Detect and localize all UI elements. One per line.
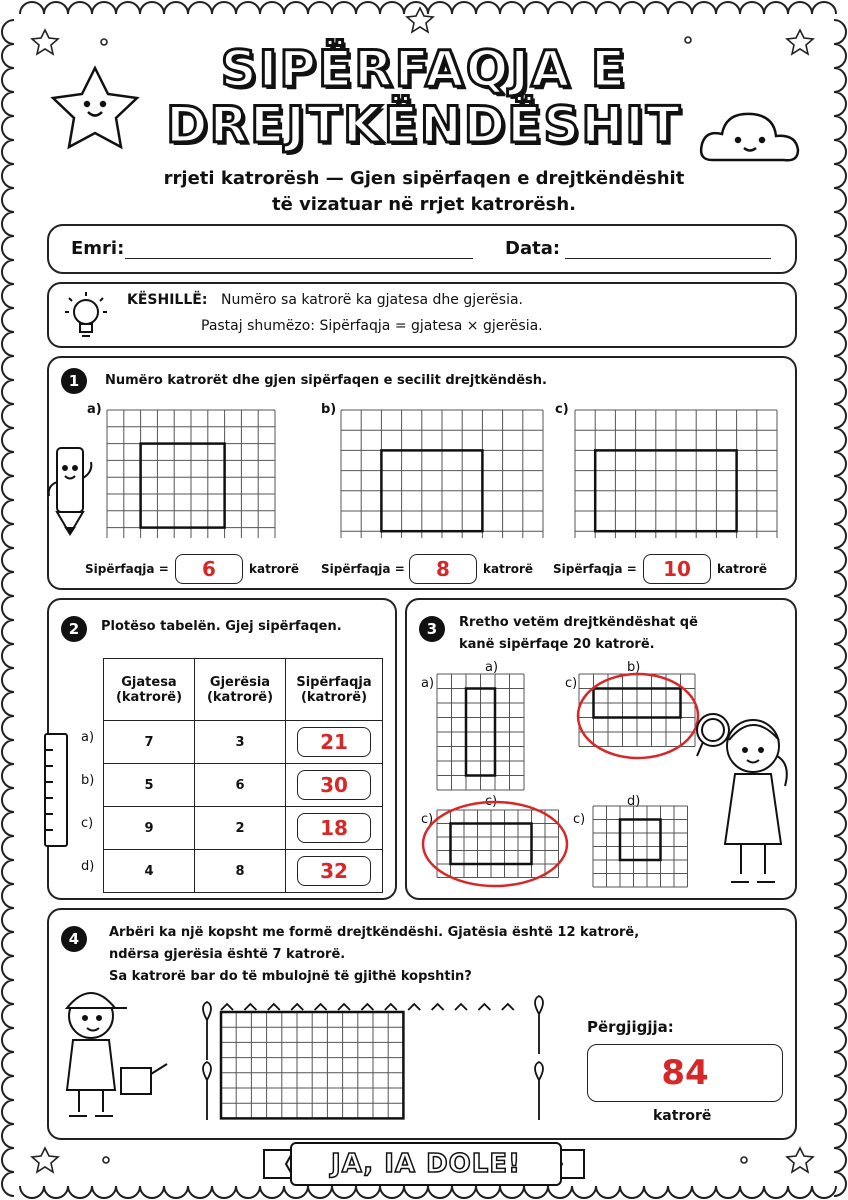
question-line3: Sa katrorë bar do të mbulojnë të gjithë kopshtin?: [109, 969, 472, 984]
date-label: Data:: [505, 238, 561, 259]
q1-grids: [49, 398, 795, 538]
table-row: [104, 721, 383, 764]
width-cell: 8: [195, 850, 286, 893]
question-1-box: [47, 356, 797, 590]
table-row: [104, 850, 383, 893]
table-header: Sipërfaqja (katrorë): [286, 659, 383, 721]
area-table: [103, 658, 383, 893]
question-prompt-line1: Rretho vetëm drejtkëndëshat që: [459, 615, 698, 630]
shape-letter: a): [421, 676, 435, 691]
row-letter: a): [81, 730, 95, 745]
star-icon: [787, 1148, 813, 1172]
question-line2: ndërsa gjerësia është 7 katrorë.: [109, 947, 346, 962]
table-header: Gjerësia (katrorë): [195, 659, 286, 721]
area-label: Sipërfaqja =: [553, 562, 637, 576]
footer-banner: JA, IA DOLE!: [290, 1142, 562, 1186]
item-letter: a): [87, 402, 102, 417]
answer-box[interactable]: 10: [643, 554, 711, 584]
shape-letter: d): [627, 794, 641, 809]
answer-box[interactable]: 8: [409, 554, 477, 584]
date-field[interactable]: [565, 258, 771, 259]
grid-b: [341, 410, 543, 538]
grid-q3-d: [593, 806, 688, 887]
row-letter: b): [81, 773, 95, 788]
unit-label: katrorë: [717, 562, 768, 576]
area-label: Sipërfaqja =: [321, 562, 405, 576]
subtitle-line1: rrjeti katrorësh — Gjen sipërfaqen e drejtkëndëshit: [163, 168, 685, 189]
length-cell: 9: [104, 807, 195, 850]
subtitle-line2: të vizatuar në rrjet katrorësh.: [271, 194, 577, 215]
area-cell: [286, 807, 383, 850]
ruler-mascot-icon: [39, 730, 75, 850]
tip-line1: Numëro sa katrorë ka gjatesa dhe gjerësia.: [221, 292, 523, 308]
name-field[interactable]: [125, 258, 473, 259]
area-label: Sipërfaqja =: [85, 562, 169, 576]
page-title-line1: SIPËRFAQJA E: [220, 40, 628, 98]
grid-c: [575, 410, 777, 538]
question-line1: Arbëri ka një kopsht me formë drejtkëndëshi. Gjatësia është 12 katrorë,: [109, 925, 640, 940]
answer-box[interactable]: 18: [297, 813, 371, 843]
table-header: Gjatesa (katrorë): [104, 659, 195, 721]
answer-box[interactable]: 32: [297, 856, 371, 886]
answer-box[interactable]: 21: [297, 727, 371, 757]
answer-box[interactable]: 30: [297, 770, 371, 800]
star-icon: [407, 8, 433, 32]
tip-box: [47, 282, 797, 348]
boy-watering-can-icon: [55, 978, 171, 1128]
question-prompt: Numëro katrorët dhe gjen sipërfaqen e secilit drejtkëndësh.: [105, 373, 547, 388]
area-cell: [286, 764, 383, 807]
unit-label: katrorë: [483, 562, 534, 576]
pencil-mascot-icon: [41, 438, 103, 538]
question-prompt-line2: kanë sipërfaqe 20 katrorë.: [459, 637, 655, 652]
row-letter: c): [81, 816, 94, 831]
rectangle-shape: [141, 444, 225, 528]
length-cell: 5: [104, 764, 195, 807]
question-number: 3: [419, 616, 445, 642]
girl-magnifier-icon: [695, 700, 795, 896]
tip-label: KËSHILLË:: [127, 292, 208, 308]
grid-garden: [221, 1012, 403, 1118]
grid-q3-c: [437, 810, 559, 878]
unit-label: katrorë: [653, 1108, 712, 1124]
question-number: 1: [61, 368, 87, 394]
area-cell: [286, 850, 383, 893]
width-cell: 3: [195, 721, 286, 764]
row-letter: d): [81, 859, 95, 874]
tip-line2: Pastaj shumëzo: Sipërfaqja = gjatesa × gjerësia.: [201, 318, 543, 334]
page-title-line2: DREJTKËNDËSHIT: [166, 96, 682, 154]
question-number: 2: [61, 616, 87, 642]
name-date-row: [47, 224, 797, 274]
length-cell: 4: [104, 850, 195, 893]
item-letter: b): [321, 402, 337, 417]
shape-letter: b): [627, 660, 641, 675]
length-cell: 7: [104, 721, 195, 764]
area-cell: [286, 721, 383, 764]
shape-letter: c): [485, 794, 498, 809]
question-prompt: Plotëso tabelën. Gjej sipërfaqen.: [101, 619, 342, 634]
table-row: [104, 807, 383, 850]
question-3-box: [405, 598, 797, 900]
shape-letter: a): [485, 660, 499, 675]
lightbulb-icon: [63, 290, 109, 342]
rectangle-shape: [620, 820, 661, 861]
table-row: [104, 764, 383, 807]
answer-label: Përgjigjja:: [587, 1018, 674, 1036]
shape-letter: c): [421, 812, 434, 827]
shape-letter: c): [573, 812, 586, 827]
grid-q3-a: [437, 674, 524, 790]
item-letter: c): [555, 402, 569, 417]
unit-label: katrorë: [249, 562, 300, 576]
width-cell: 2: [195, 807, 286, 850]
shape-letter: c): [565, 676, 578, 691]
answer-box[interactable]: 84: [587, 1044, 783, 1102]
answer-box[interactable]: 6: [175, 554, 243, 584]
question-number: 4: [61, 926, 87, 952]
name-label: Emri:: [71, 238, 125, 259]
width-cell: 6: [195, 764, 286, 807]
star-icon: [32, 1148, 58, 1172]
grid-a: [107, 410, 275, 538]
question-4-box: [47, 908, 797, 1140]
question-2-box: [47, 598, 397, 900]
